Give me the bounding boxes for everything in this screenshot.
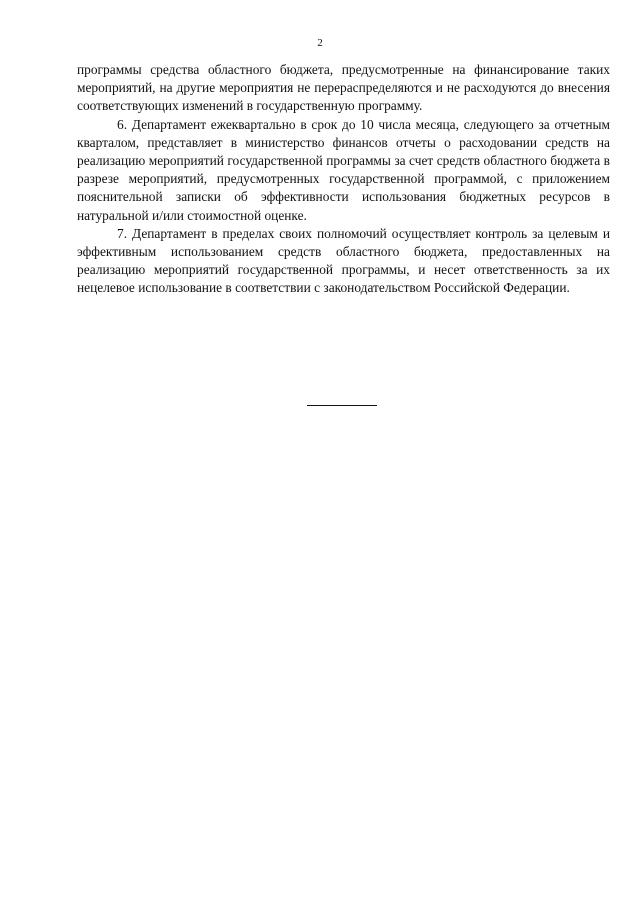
paragraph-6-reporting: 6. Департамент ежеквартально в срок до 10 числа месяца, следующего за отчетным кварталом, представляет в министерство финансов отчеты о расходовании средств на реализацию мероприятий государственной программы за счет средств областного бюджета в разрезе мероприятий, предусмотренных государственной программой, с приложением пояснительной записки об эффективности использования бюджетных ресурсов в натуральной и/или стоимостной оценке. xyxy=(77,116,610,223)
end-of-document-line xyxy=(307,405,377,406)
paragraph-7-control: 7. Департамент в пределах своих полномочий осуществляет контроль за целевым и эффективным использованием средств областного бюджета, предоставленных на реализацию мероприятий государственной программы, и несет ответственность за их нецелевое использование в соответствии с законодательством Российской Федерации. xyxy=(77,225,610,296)
document-body xyxy=(77,61,610,298)
page-number: 2 xyxy=(317,37,323,49)
paragraph-continuation: программы средства областного бюджета, предусмотренные на финансирование таких мероприятий, на другие мероприятия не перераспределяются и не расходуются до внесения соответствующих изменений в государственную программу. xyxy=(77,62,610,114)
